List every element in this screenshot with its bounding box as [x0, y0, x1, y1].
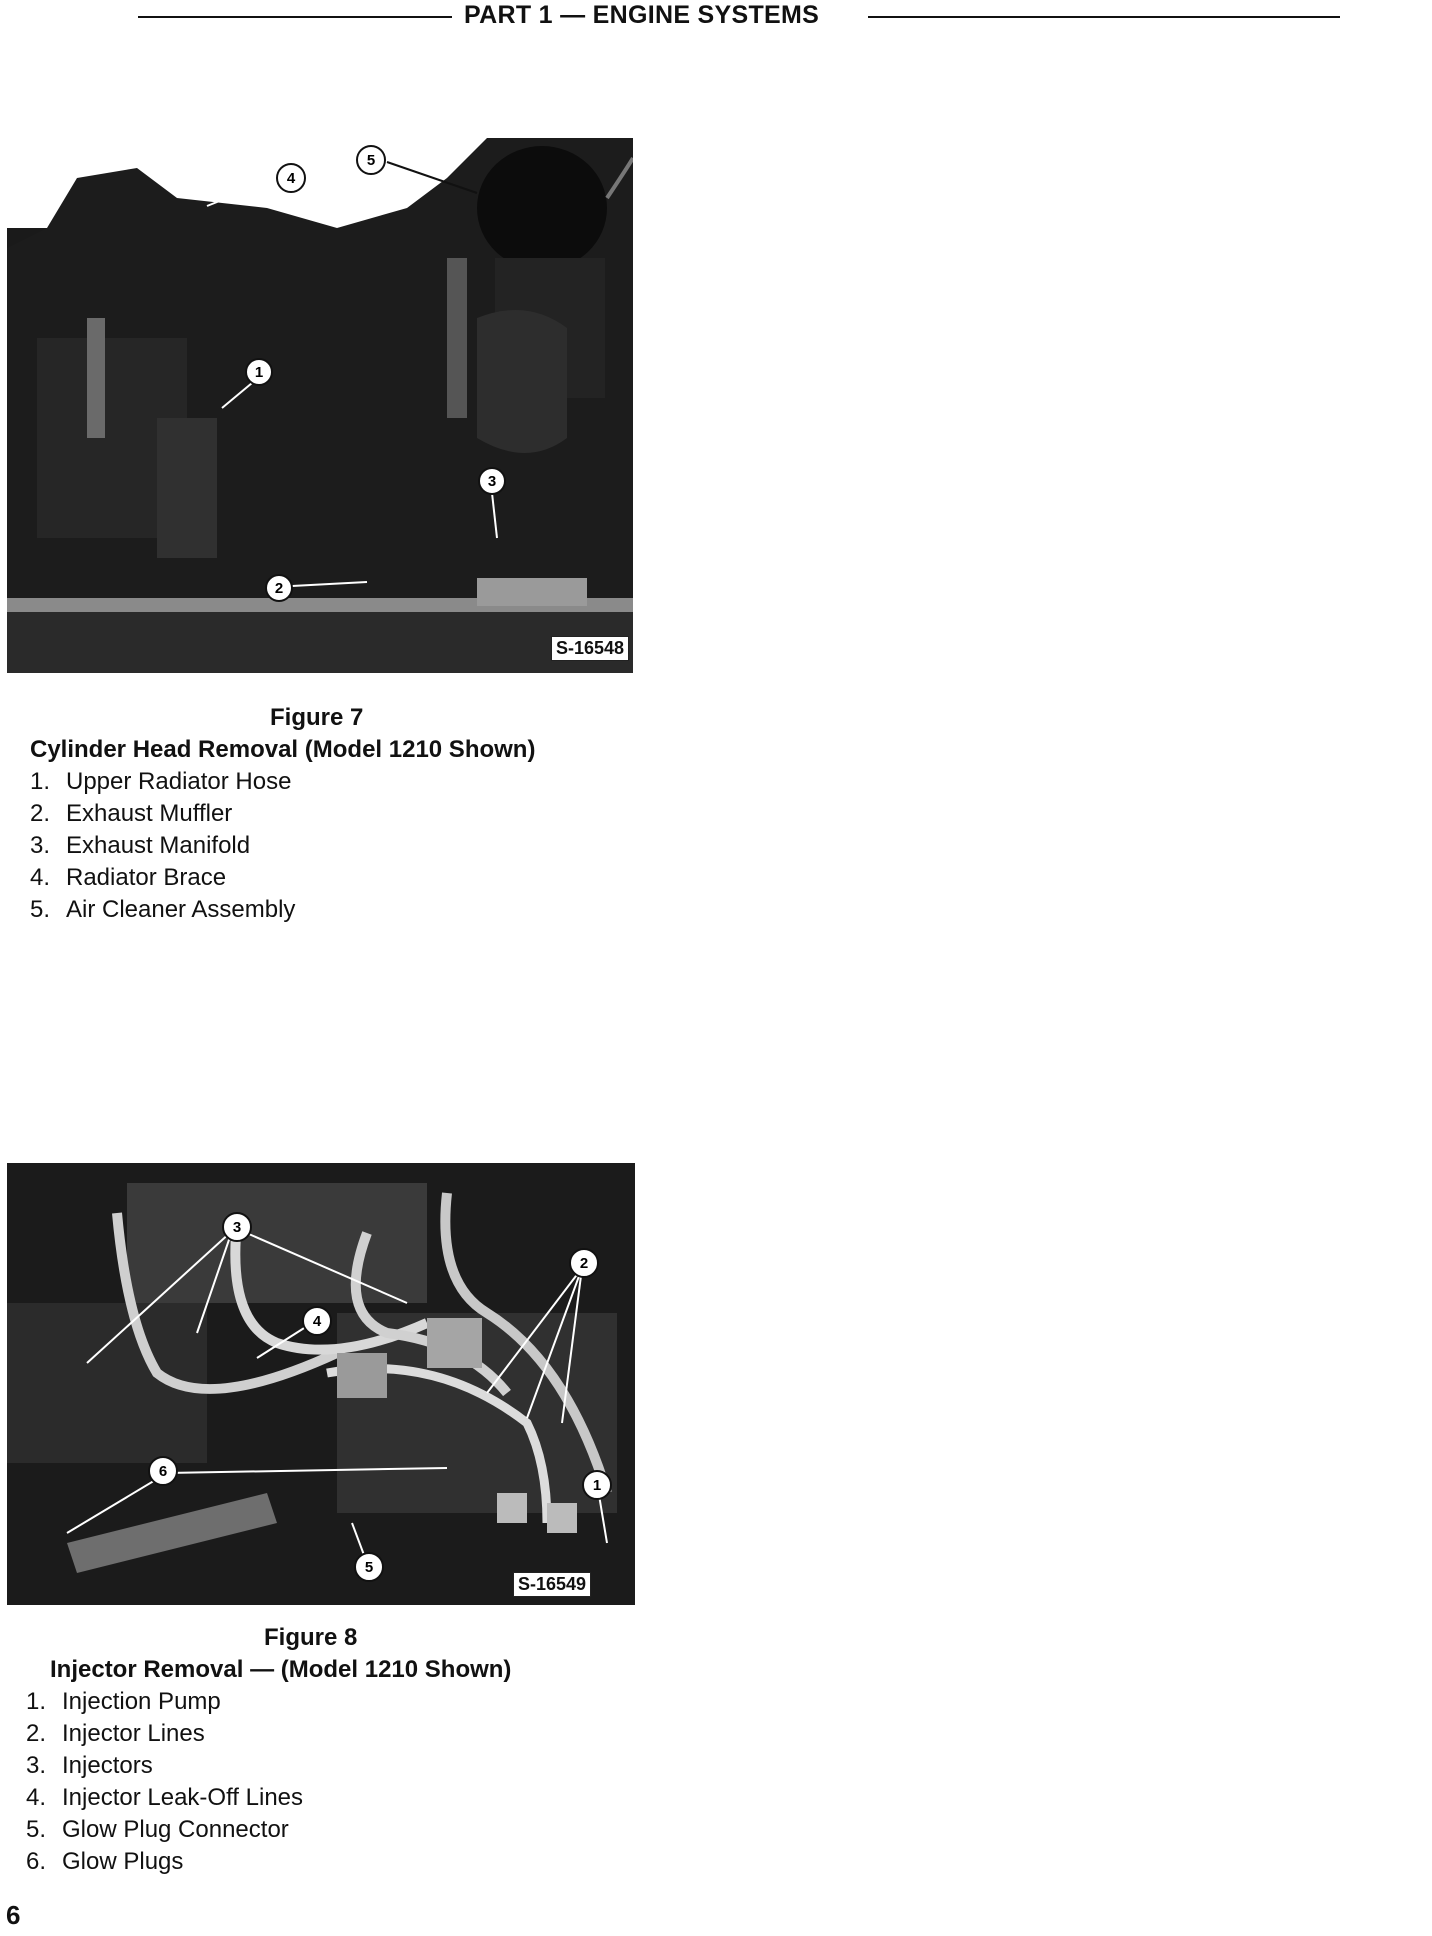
figure-8-caption	[26, 1622, 626, 1878]
figure-7-caption	[30, 702, 630, 926]
legend-item: 1. Upper Radiator Hose	[30, 768, 292, 795]
figure-8-title: Injector Removal — (Model 1210 Shown)	[50, 1656, 512, 1683]
header-title: PART 1 — ENGINE SYSTEMS	[464, 1, 820, 29]
legend-item: 3. Injectors	[26, 1752, 153, 1779]
figure-7-title: Cylinder Head Removal (Model 1210 Shown)	[30, 736, 536, 763]
figure-8-legend	[26, 1686, 626, 1878]
header-rule-right	[868, 16, 1340, 18]
header-rule-left	[138, 16, 452, 18]
legend-item: 2. Injector Lines	[26, 1720, 205, 1747]
legend-item: 2. Exhaust Muffler	[30, 800, 233, 827]
figure-7-callout-2	[266, 575, 292, 601]
svg-text:1: 1	[254, 364, 264, 381]
svg-text:3: 3	[487, 473, 497, 490]
legend-item: 4. Injector Leak-Off Lines	[26, 1784, 304, 1811]
legend-item: 4. Radiator Brace	[30, 864, 227, 891]
figure-8-callout-4	[303, 1307, 331, 1335]
figure-7-photo	[7, 138, 633, 673]
svg-text:2: 2	[274, 580, 284, 597]
figure-7-callout-1	[246, 359, 272, 385]
svg-text:4: 4	[286, 170, 296, 187]
page-header	[0, 0, 1432, 34]
svg-text:6: 6	[158, 1463, 168, 1480]
figure-7-callout-5	[357, 146, 385, 174]
figure-8-callout-6	[149, 1457, 177, 1485]
page-number: 6	[6, 1900, 21, 1930]
legend-item: 1. Injection Pump	[26, 1688, 221, 1715]
figure-7-callout-4	[277, 164, 305, 192]
figure-7-illustration	[7, 138, 633, 673]
svg-text:2: 2	[579, 1255, 589, 1272]
svg-text:4: 4	[312, 1313, 322, 1330]
figure-8-callout-1	[583, 1471, 611, 1499]
figure-8-illustration	[7, 1163, 635, 1605]
legend-item: 6. Glow Plugs	[26, 1848, 184, 1875]
figure-8-number: Figure 8	[264, 1624, 358, 1651]
legend-item: 3. Exhaust Manifold	[30, 832, 251, 859]
figure-8-photo	[7, 1163, 635, 1605]
svg-text:5: 5	[366, 152, 376, 169]
figure-7-number: Figure 7	[270, 704, 364, 731]
figure-8-callout-3	[223, 1213, 251, 1241]
figure-7-legend	[30, 766, 630, 926]
figure-8-callout-5	[355, 1553, 383, 1581]
figure-7-callout-3	[479, 468, 505, 494]
figure-7-plate-number: S-16548	[551, 636, 629, 661]
svg-text:5: 5	[364, 1559, 374, 1576]
svg-text:1: 1	[592, 1477, 602, 1494]
figure-8-callout-2	[570, 1249, 598, 1277]
legend-item: 5. Air Cleaner Assembly	[30, 896, 296, 923]
figure-8-plate-number: S-16549	[513, 1572, 591, 1597]
legend-item: 5. Glow Plug Connector	[26, 1816, 289, 1843]
svg-text:3: 3	[232, 1219, 242, 1236]
